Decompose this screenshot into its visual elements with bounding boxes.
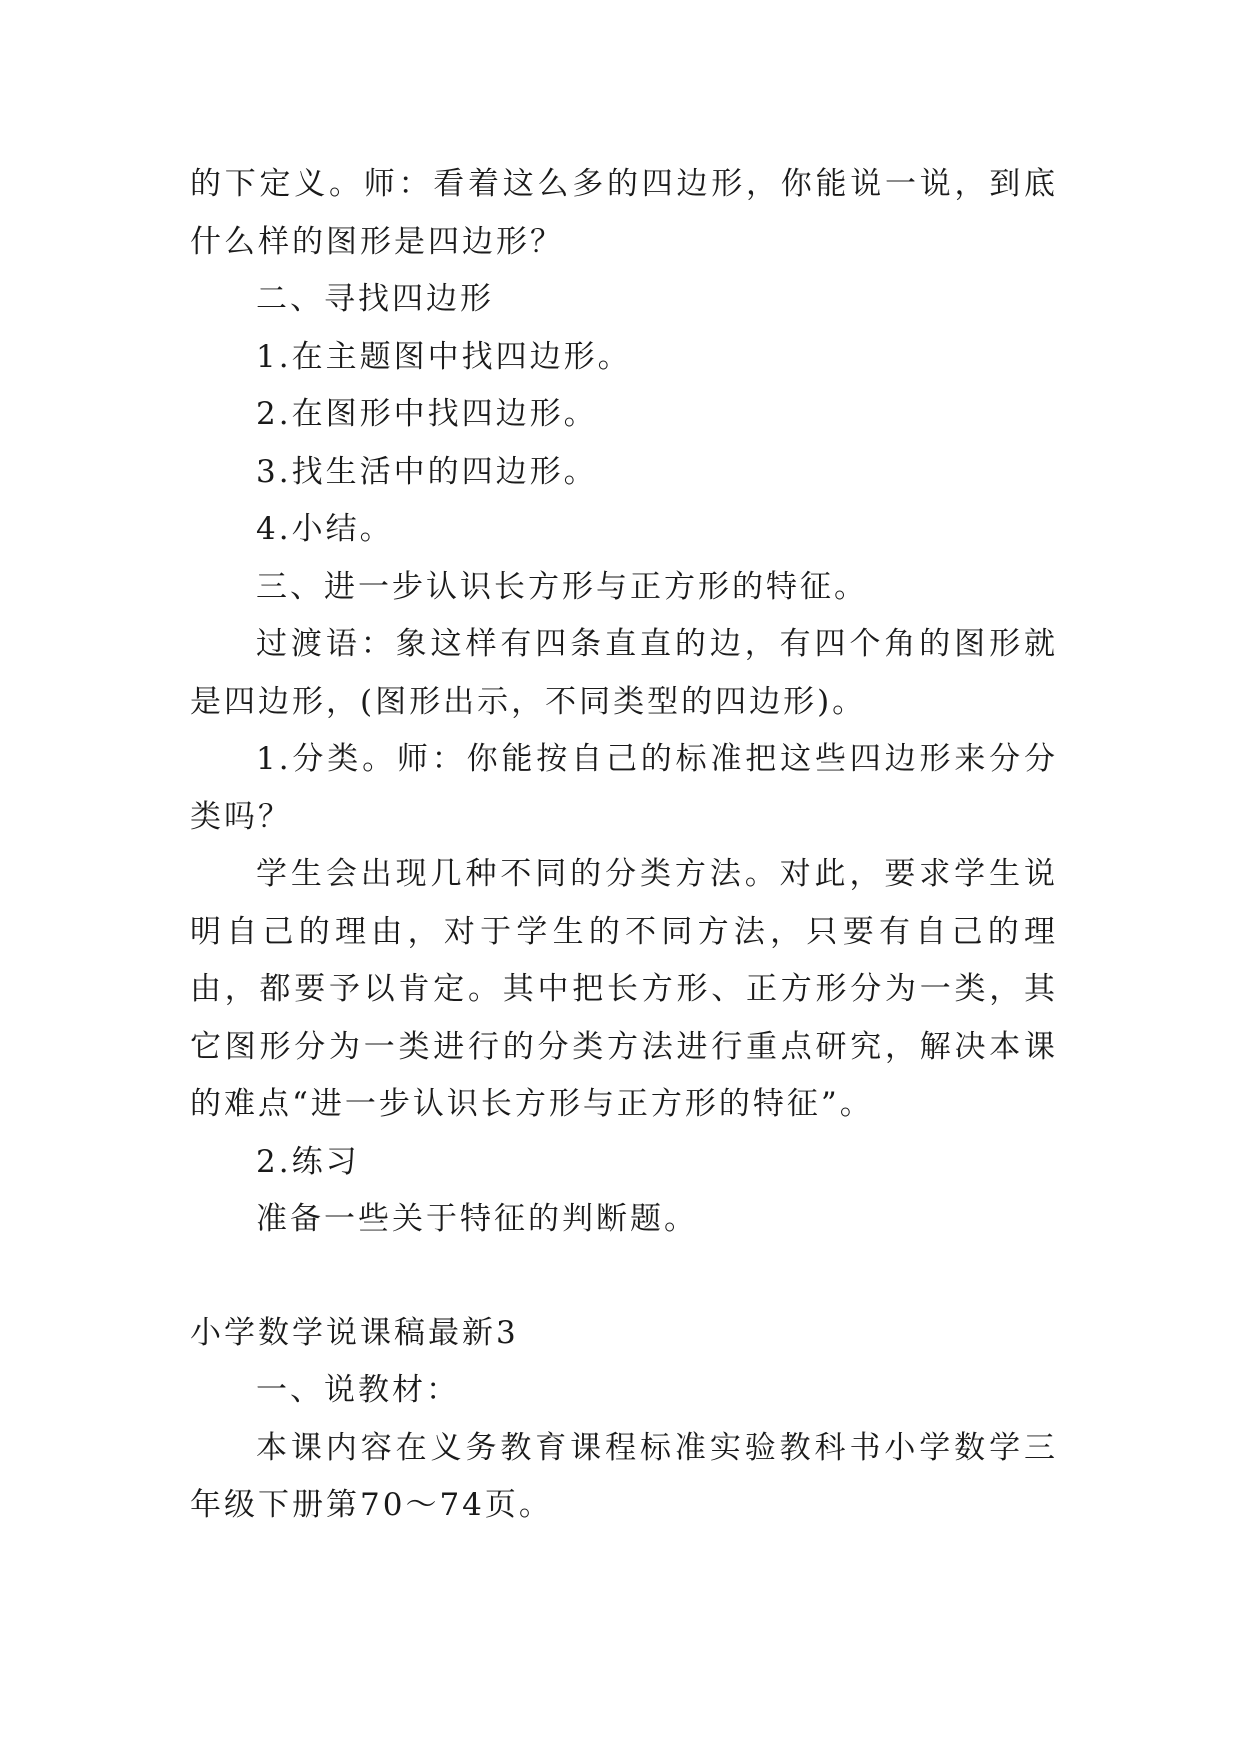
paragraph: 本课内容在义务教育课程标准实验教科书小学数学三年级下册第70～74页。 bbox=[190, 1429, 1058, 1523]
document-body bbox=[190, 156, 1058, 1535]
paragraph: 学生会出现几种不同的分类方法。对此，要求学生说明自己的理由，对于学生的不同方法，只要有自己的理由，都要予以肯定。其中把长方形、正方形分为一类，其它图形分为一类进行的分类方法进行重点研究，解决本课的难点“进一步认识长方形与正方形的特征”。 bbox=[190, 856, 1058, 1122]
paragraph: 过渡语：象这样有四条直直的边，有四个角的图形就是四边形，(图形出示，不同类型的四边形)。 bbox=[190, 626, 1058, 720]
section-title: 小学数学说课稿最新3 bbox=[190, 1314, 519, 1351]
list-item: 2.在图形中找四边形。 bbox=[256, 396, 598, 432]
paragraph: 的下定义。师：看着这么多的四边形，你能说一说，到底什么样的图形是四边形？ bbox=[190, 166, 1058, 260]
paragraph: 准备一些关于特征的判断题。 bbox=[256, 1201, 698, 1237]
list-item: 4.小结。 bbox=[256, 511, 394, 547]
section-heading-find-quadrilaterals: 二、寻找四边形 bbox=[256, 281, 494, 317]
section-heading-rectangle-square: 三、进一步认识长方形与正方形的特征。 bbox=[256, 568, 868, 605]
paragraph: 1.分类。师：你能按自己的标准把这些四边形来分分类吗？ bbox=[190, 741, 1058, 835]
section-heading-textbook: 一、说教材： bbox=[256, 1372, 460, 1408]
list-item: 3.找生活中的四边形。 bbox=[256, 453, 598, 490]
list-item: 2.练习 bbox=[256, 1143, 360, 1180]
list-item: 1.在主题图中找四边形。 bbox=[256, 338, 632, 375]
